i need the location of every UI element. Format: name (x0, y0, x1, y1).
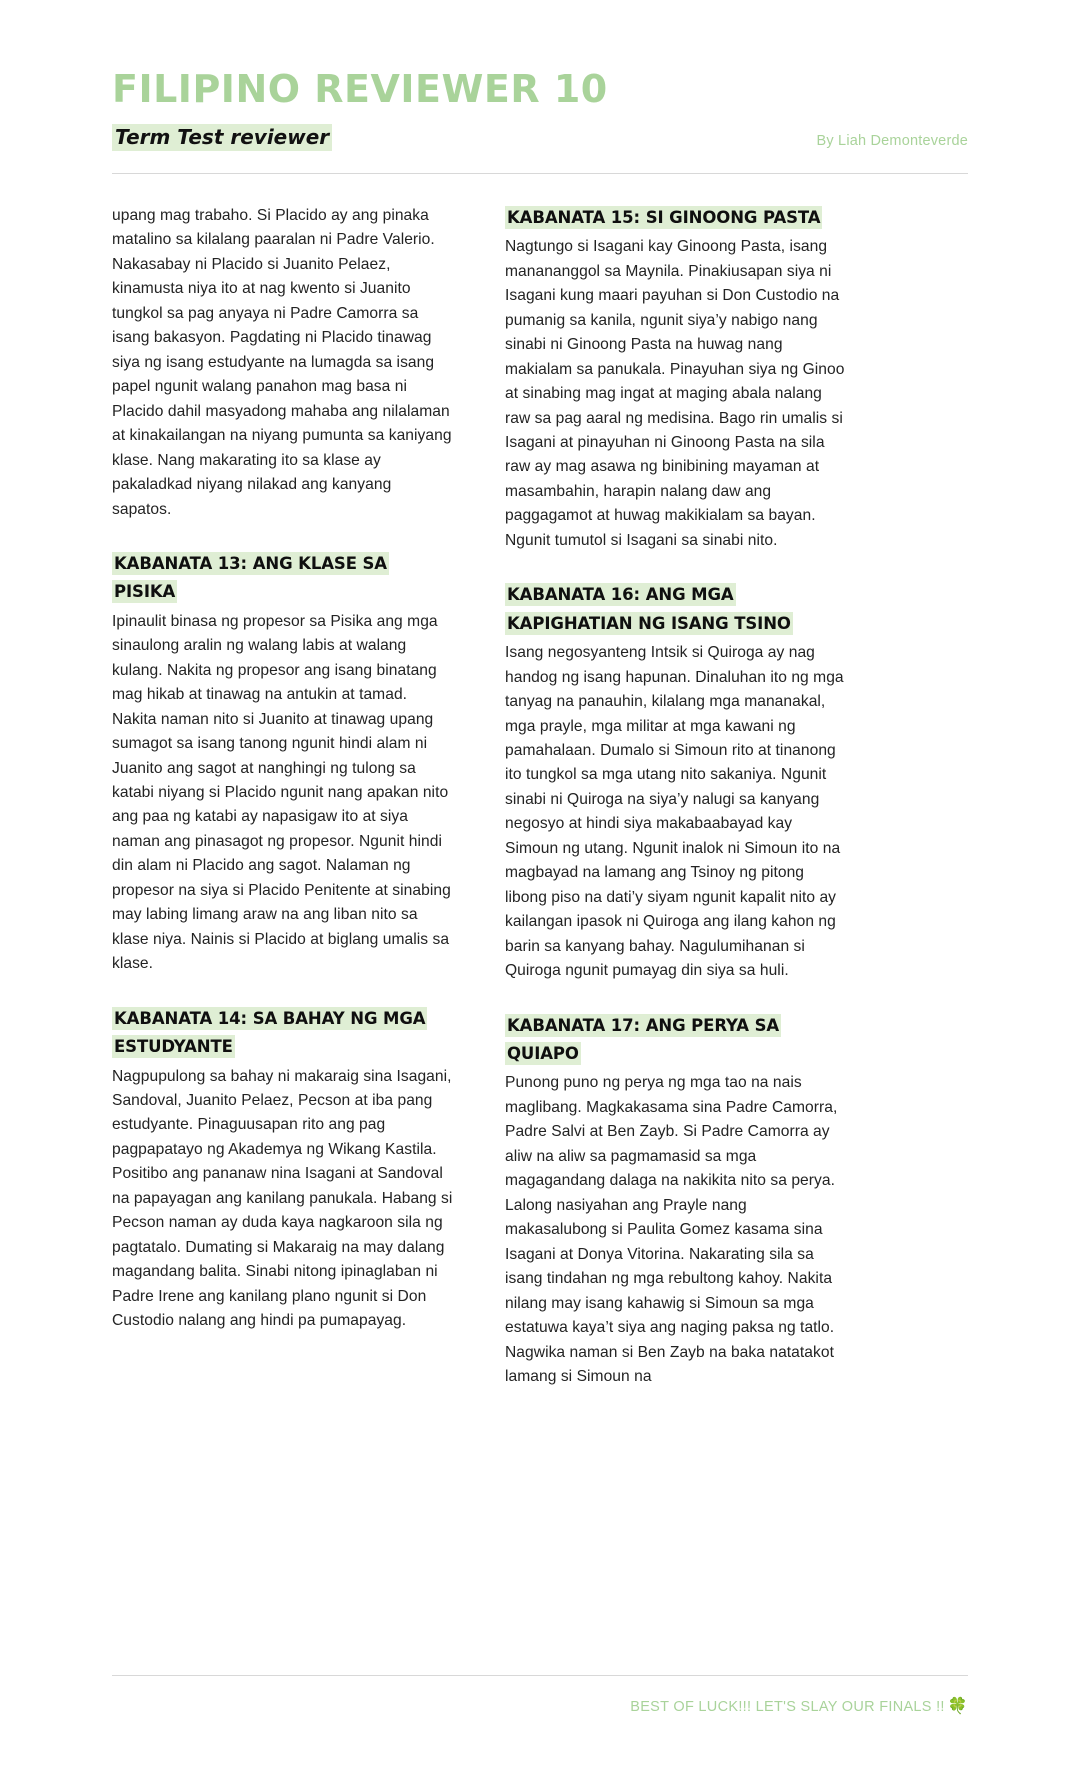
chapter-13-body: Ipinaulit binasa ng propesor sa Pisika ang mga sinaulong aralin ng walang labis at walang kulang. Nakita ng propesor ang isang binatang mag hikab at tinawag na antukin at tamad. Nakita naman nito si Juanito at tinawag upang sumagot sa isang tanong ngunit hindi alam ni Juanito ang sagot at nanghingi ng tulong sa katabi niyang si Placido ngunit nang apakan nito ang paa ng katabi ay napasigaw ito at siya naman ang pinasagot ng propesor. Ngunit hindi din alam ni Placido ang sagot. Nalaman ng propesor na siya si Placido Penitente at sinabing may labing limang araw na ang liban nito sa klase niya. Nainis si Placido at biglang umalis sa klase. (112, 612, 451, 973)
document-subtitle: Term Test reviewer (112, 124, 332, 151)
four-leaf-clover-icon: 🍀 (947, 1698, 968, 1715)
chapter-15-heading-text: KABANATA 15: SI GINOONG PASTA (507, 207, 821, 227)
author-byline: By Liah Demonteverde (816, 132, 968, 149)
chapter-13-heading (112, 550, 455, 607)
chapter-14-heading (112, 1005, 455, 1062)
chapter-14-body: Nagpupulong sa bahay ni makaraig sina Isagani, Sandoval, Juanito Pelaez, Pecson at iba pang estudyante. Pinaguusapan rito ang pag pagpapatayo ng Akademya ng Wikang Kastila. Positibo ang pananaw nina Isagani at Sandoval na papayagan ang kanilang panukala. Habang si Pecson naman ay duda kaya nagkaroon sila ng pagtatalo. Dumating si Makaraig na may dalang magandang balita. Sinabi nitong ipinaglaban ni Padre Irene ang kanilang plano ngunit si Don Custodio nalang ang hindi pa pumapayag. (112, 1067, 453, 1330)
chapter-15-body: Nagtungo si Isagani kay Ginoong Pasta, isang manananggol sa Maynila. Pinakiusapan siya ni Isagani kung maari payuhan si Don Custodio na pumanig sa kanila, ngunit siya’y nabigo nang sinabi ni Ginoong Pasta na huwag nang makialam sa panukala. Pinayuhan siya ng Ginoo at sinabing mag ingat at maging abala nalang raw sa pag aaral ng medisina. Bago rin umalis si Isagani at pinayuhan ni Ginoong Pasta na sila raw ay mag asawa ng binibining mayaman at masambahin, harapin nalang daw ang paggagamot at huwag makikialam sa bayan. Ngunit tumutol si Isagani sa sinabi nito. (505, 238, 845, 549)
chapter-16-heading (505, 581, 848, 638)
chapter-15-heading (505, 204, 848, 232)
two-column-body (112, 204, 968, 1390)
left-column (112, 204, 455, 1390)
subtitle-row (112, 124, 968, 151)
document-header (112, 0, 968, 174)
footer-divider (112, 1675, 968, 1676)
chapter-17-body: Punong puno ng perya ng mga tao na nais maglibang. Magkakasama sina Padre Camorra, Padre Salvi at Ben Zayb. Si Padre Camorra ay aliw na aliw sa pagmamasid sa mga magagandang dalaga na nakikita nito sa perya. Lalong nasiyahan ang Prayle nang makasalubong si Paulita Gomez kasama sina Isagani at Donya Vitorina. Nakarating sila sa isang tindahan ng mga rebultong kahoy. Nakita nilang may isang kahawig si Simoun sa mga estatuwa kaya’t siya ang naging paksa ng tatlo. Nagwika naman si Ben Zayb na baka natatakot lamang si Simoun na (505, 1074, 838, 1386)
chapter-13-heading-text: KABANATA 13: ANG KLASE SA PISIKA (114, 553, 387, 602)
footer-message-text: BEST OF LUCK!!! LET'S SLAY OUR FINALS !! (630, 1699, 945, 1715)
header-divider (112, 173, 968, 174)
chapter-14-heading-text: KABANATA 14: SA BAHAY NG MGA ESTUDYANTE (114, 1008, 426, 1057)
chapter-17-heading (505, 1012, 848, 1069)
continued-paragraph: upang mag trabaho. Si Placido ay ang pinaka matalino sa kilalang paaralan ni Padre Valerio. Nakasabay ni Placido si Juanito Pelaez, kinamusta niya ito at nag kwento si Juanito tungkol sa pag anyaya ni Padre Camorra sa isang bakasyon. Pagdating ni Placido tinawag siya ng isang estudyante na lumagda sa isang papel ngunit walang panahon mag basa ni Placido dahil masyadong mahaba ang nilalaman at kinakailangan na niyang pumunta sa kaniyang klase. Nang makarating ito sa klase ay pakaladkad niyang nilakad ang kanyang sapatos. (112, 206, 452, 518)
chapter-17-heading-text: KABANATA 17: ANG PERYA SA QUIAPO (507, 1015, 780, 1064)
document-footer (112, 1675, 968, 1716)
right-column (505, 204, 848, 1390)
page-title: FILIPINO REVIEWER 10 (112, 67, 608, 111)
chapter-16-heading-text: KABANATA 16: ANG MGA KAPIGHATIAN NG ISANG TSINO (507, 585, 791, 633)
footer-message (112, 1696, 968, 1716)
chapter-16-body: Isang negosyanteng Intsik si Quiroga ay nag handog ng isang hapunan. Dinaluhan ito ng mga tanyag na panauhin, kilalang mga mananakal, mga prayle, mga militar at mga kawani ng pamahalaan. Dumalo si Simoun rito at tinanong ito tungkol sa mga utang nito sakaniya. Ngunit sinabi ni Quiroga na siya’y nalugi sa kanyang negosyo at hindi siya makabaabayad kay Simoun ng utang. Ngunit inalok ni Simoun ito na magbayad na lamang ang Tsinoy ng pitong libong piso na dati’y siyam ngunit kapalit nito ay kailangan ipasok ni Quiroga ang ilang kahon ng barin sa kanyang bahay. Nagulumihanan si Quiroga ngunit pumayag din siya sa huli. (505, 644, 844, 980)
